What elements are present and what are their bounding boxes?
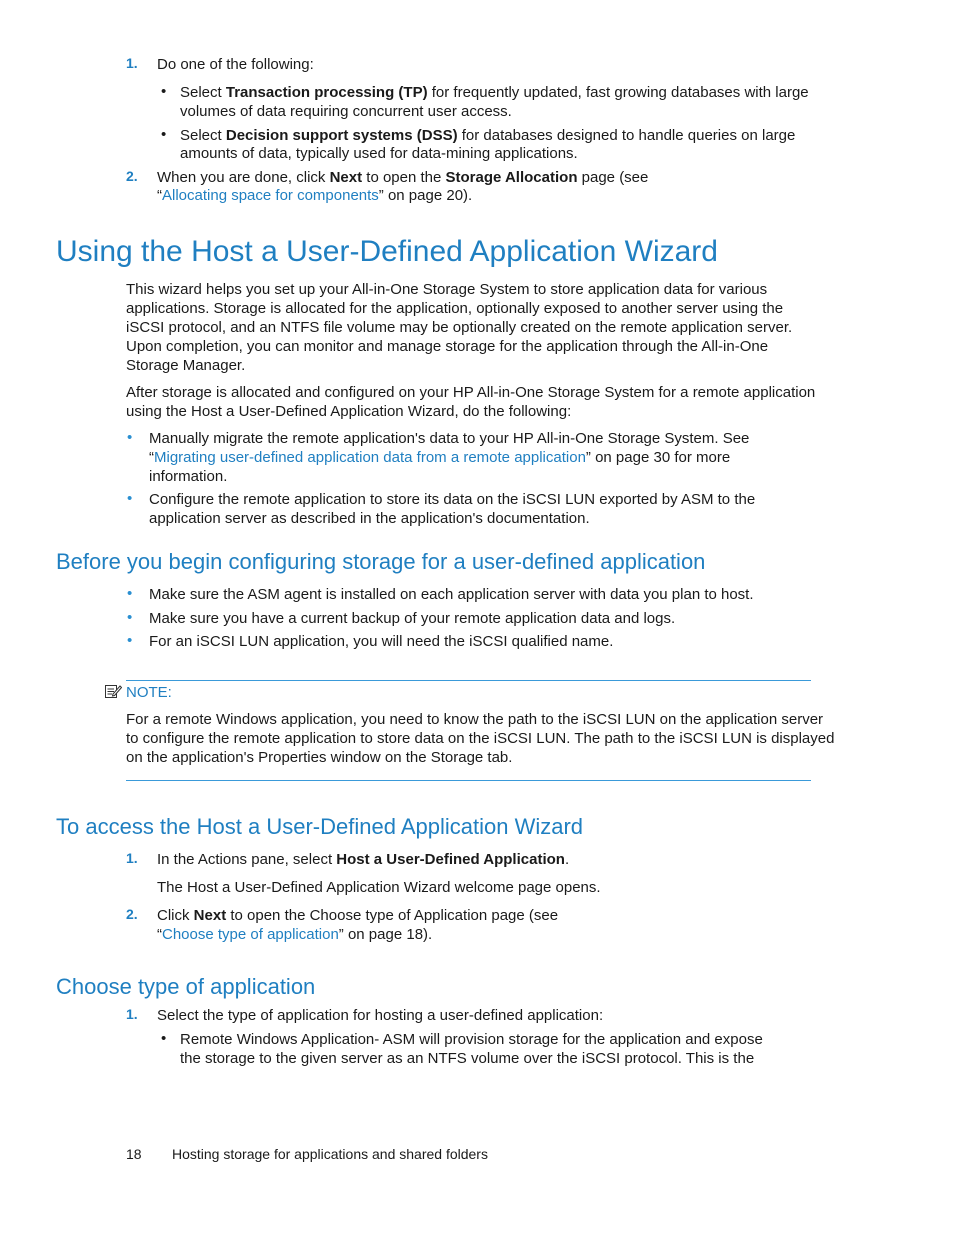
using-paragraph-2: After storage is allocated and configured on your HP All-in-One Storage System for a remote application using the Host a User-Defined Application Wizard, do the following: [126, 384, 816, 420]
bullet-remote-windows: Remote Windows Application- ASM will provision storage for the application and expose the storage to the given server as an NTFS volume over the iSCSI protocol. This is the [180, 1031, 763, 1067]
footer-title: Hosting storage for applications and shared folders [172, 1146, 488, 1162]
step-text: In the Actions pane, select Host a User-Defined Application. [157, 851, 570, 868]
step-text: Click Next to open the Choose type of Application page (see “Choose type of application” on page 18). [157, 907, 559, 943]
step-result: The Host a User-Defined Application Wizard welcome page opens. [157, 879, 601, 896]
section-heading-before: Before you begin configuring storage for a user-defined application [56, 549, 706, 574]
note-label: NOTE: [126, 684, 172, 701]
link-migrating-data[interactable]: Migrating user-defined application data from a remote application [154, 449, 586, 466]
bullet-dss: Select Decision support systems (DSS) for databases designed to handle queries on large [180, 127, 796, 144]
step-number: 2. [126, 168, 138, 184]
bullet-icon: • [127, 609, 133, 626]
section-heading-using: Using the Host a User-Defined Application Wizard [56, 235, 718, 268]
page-number: 18 [126, 1146, 142, 1162]
step-text-cont: “Allocating space for components” on page 20). [157, 187, 473, 204]
bullet-icon: • [127, 429, 133, 446]
step-number: 1. [126, 850, 138, 866]
bullet-icon: • [127, 490, 133, 507]
bullet-icon: • [161, 126, 167, 143]
using-bullet-migrate: Manually migrate the remote application's data to your HP All-in-One Storage System. See “Migrating user-defined application data from a remote application” on page 30 for more information. [149, 430, 750, 485]
bullet-icon: • [161, 1030, 167, 1047]
bullet-dss-cont: amounts of data, typically used for data-mining applications. [180, 145, 578, 162]
link-allocating-space[interactable]: Allocating space for components [162, 187, 379, 204]
before-item: Make sure you have a current backup of your remote application data and logs. [149, 610, 676, 627]
link-choose-type[interactable]: Choose type of application [162, 926, 339, 943]
using-bullet-configure: Configure the remote application to store its data on the iSCSI LUN exported by ASM to the application server as described in the application's documentation. [149, 491, 756, 527]
section-heading-choose: Choose type of application [56, 974, 316, 999]
note-top-rule [126, 680, 811, 681]
bullet-icon: • [127, 585, 133, 602]
step-text: When you are done, click Next to open the Storage Allocation page (see [157, 169, 649, 186]
before-item: Make sure the ASM agent is installed on each application server with data you plan to host. [149, 586, 754, 603]
note-icon [104, 683, 122, 699]
step-text: Select the type of application for hosting a user-defined application: [157, 1007, 604, 1024]
note-bottom-rule [126, 780, 811, 781]
step-text: Do one of the following: [157, 56, 314, 73]
bullet-tp-cont: volumes of data requiring concurrent user access. [180, 103, 512, 120]
before-item: For an iSCSI LUN application, you will need the iSCSI qualified name. [149, 633, 614, 650]
step-number: 2. [126, 906, 138, 922]
note-body: For a remote Windows application, you need to know the path to the iSCSI LUN on the application server to configure the remote application to store data on the iSCSI LUN. The path to the iSCSI LUN is displayed on the application's Properties window on the Storage tab. [126, 711, 835, 766]
step-number: 1. [126, 55, 138, 71]
bullet-tp: Select Transaction processing (TP) for frequently updated, fast growing databases with large [180, 84, 809, 101]
bullet-icon: • [127, 632, 133, 649]
section-heading-access: To access the Host a User-Defined Application Wizard [56, 814, 584, 839]
using-paragraph-1: This wizard helps you set up your All-in-One Storage System to store application data for various applications. Storage is allocated for the application, optionally exposed to another server using the iSCSI protocol, and an NTFS file volume may be optionally created on the remote application server. Upon completion, you can monitor and manage storage for the application through the All-in-One Storage Manager. [126, 281, 793, 374]
bullet-icon: • [161, 83, 167, 100]
step-number: 1. [126, 1006, 138, 1022]
